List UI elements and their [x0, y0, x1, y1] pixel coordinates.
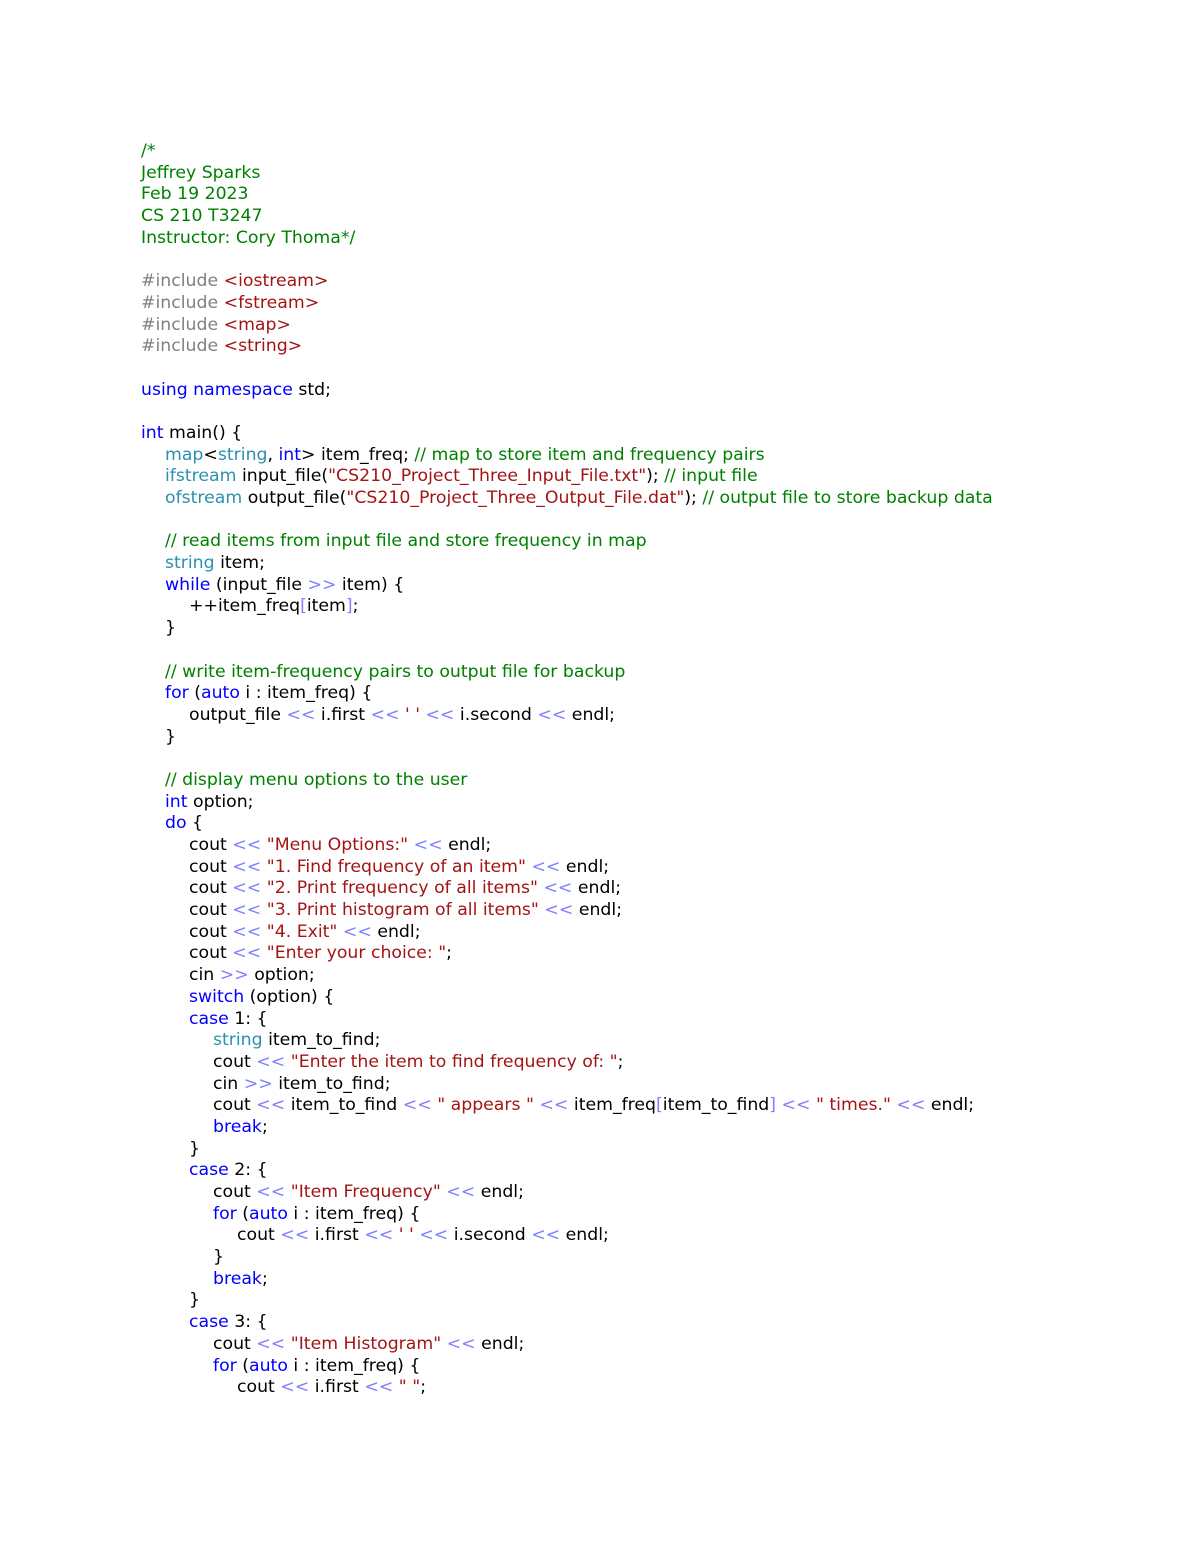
code-token-operator: ]: [769, 1095, 776, 1116]
code-token-operator: <<: [232, 943, 262, 964]
code-line: [141, 943, 1141, 965]
code-token-plain: option;: [248, 965, 315, 986]
code-token-plain: }: [189, 1290, 200, 1311]
code-token-operator: <<: [232, 878, 262, 899]
code-line: [141, 1160, 1141, 1182]
code-token-plain: endl;: [573, 900, 623, 921]
code-line: [141, 1334, 1141, 1356]
code-token-plain: i.second: [454, 704, 538, 725]
code-line: [141, 249, 1141, 271]
code-token-plain: item_to_find;: [272, 1073, 391, 1094]
code-token-operator: <<: [531, 1225, 561, 1246]
code-token-plain: std;: [292, 379, 331, 400]
code-line: [141, 1204, 1141, 1226]
code-token-plain: (: [236, 1203, 250, 1224]
code-token-string: "2. Print frequency of all items": [266, 878, 538, 899]
code-token-preprocessor: #include: [141, 314, 224, 335]
code-line: [141, 727, 1141, 749]
code-line: [141, 1312, 1141, 1334]
code-line: [141, 770, 1141, 792]
code-line: [141, 1377, 1141, 1399]
code-token-plain: );: [684, 488, 703, 508]
code-line: [141, 1074, 1141, 1096]
code-token-keyword: for: [213, 1355, 237, 1376]
code-token-plain: (: [188, 683, 202, 704]
code-line: [141, 596, 1141, 618]
code-token-plain: 3: {: [228, 1312, 268, 1333]
code-token-string: "CS210_Project_Three_Input_File.txt": [328, 466, 647, 487]
code-token-plain: }: [165, 726, 176, 747]
code-token-string: " appears ": [437, 1095, 534, 1116]
code-token-plain: cout: [213, 1051, 257, 1072]
code-token-comment: Jeffrey Sparks: [141, 162, 261, 183]
code-token-comment: CS 210 T3247: [141, 206, 263, 227]
code-line: [141, 813, 1141, 835]
code-token-operator: <<: [446, 1182, 476, 1202]
code-token-comment: // input file: [664, 466, 758, 487]
code-token-keyword: using namespace: [141, 379, 293, 400]
code-token-keyword: case: [189, 1008, 229, 1029]
code-token-keyword: while: [165, 574, 211, 595]
code-token-type: string: [217, 444, 268, 465]
code-line: [141, 510, 1141, 532]
code-line: [141, 271, 1141, 293]
code-line: [141, 618, 1141, 640]
code-token-operator: ]: [345, 596, 353, 617]
code-token-operator: >>: [307, 574, 337, 595]
code-line: [141, 466, 1141, 488]
code-token-plain: {: [186, 813, 204, 834]
code-token-operator: <<: [539, 1095, 569, 1116]
code-token-plain: i : item_freq) {: [239, 683, 373, 704]
code-token-operator: <<: [342, 921, 372, 942]
code-token-operator: <<: [370, 704, 400, 725]
code-line: [141, 662, 1141, 684]
code-token-plain: i.first: [315, 704, 371, 725]
code-token-operator: <<: [419, 1225, 449, 1246]
code-line: [141, 1225, 1141, 1247]
code-token-plain: ;: [261, 1268, 268, 1289]
code-token-plain: cout: [189, 900, 233, 921]
code-token-operator: <<: [256, 1051, 286, 1072]
code-token-plain: }: [213, 1247, 224, 1268]
code-token-plain: ,: [267, 444, 279, 465]
code-line: [141, 184, 1141, 206]
code-line: [141, 228, 1141, 250]
code-token-operator: <<: [402, 1095, 432, 1116]
code-token-operator: <<: [364, 1377, 394, 1398]
code-token-comment: // output file to store backup data: [702, 488, 993, 508]
code-token-plain: item) {: [336, 574, 405, 595]
code-token-string: <string>: [223, 336, 303, 357]
code-token-operator: <<: [232, 900, 262, 921]
code-line: [141, 1052, 1141, 1074]
code-line: [141, 857, 1141, 879]
code-token-plain: output_file(: [242, 488, 347, 508]
code-token-operator: <<: [896, 1095, 926, 1116]
code-token-keyword: auto: [249, 1355, 288, 1376]
code-line: [141, 1247, 1141, 1269]
code-token-comment: // display menu options to the user: [165, 769, 468, 790]
code-token-operator: [: [656, 1095, 663, 1116]
code-line: [141, 163, 1141, 185]
code-line: [141, 922, 1141, 944]
code-token-keyword: break: [213, 1116, 262, 1137]
code-token-plain: cout: [213, 1333, 257, 1354]
code-token-keyword: for: [165, 683, 189, 704]
code-token-plain: }: [189, 1138, 200, 1159]
code-token-comment: // write item-frequency pairs to output file for backup: [165, 661, 626, 682]
code-token-keyword: int: [165, 791, 188, 812]
code-token-plain: endl;: [475, 1182, 524, 1202]
code-token-plain: cout: [189, 943, 233, 964]
code-token-comment: // read items from input file and store frequency in map: [165, 531, 647, 552]
code-token-plain: i.first: [309, 1225, 365, 1246]
code-token-operator: <<: [286, 704, 316, 725]
code-line: [141, 1009, 1141, 1031]
code-token-string: " times.": [815, 1095, 891, 1116]
code-line: [141, 401, 1141, 423]
code-token-string: "Item Frequency": [290, 1182, 441, 1202]
code-token-operator: <<: [544, 900, 574, 921]
code-token-operator: <<: [256, 1333, 286, 1354]
code-token-plain: cin: [189, 965, 220, 986]
code-line: [141, 987, 1141, 1009]
code-line: [141, 1269, 1141, 1291]
code-token-plain: item_to_find;: [262, 1030, 381, 1051]
code-token-operator: <<: [280, 1225, 310, 1246]
code-line: [141, 293, 1141, 315]
code-token-plain: cin: [213, 1073, 244, 1094]
code-token-string: "1. Find frequency of an item": [266, 856, 526, 877]
code-token-plain: item_to_find: [662, 1095, 770, 1116]
code-line: [141, 531, 1141, 553]
code-token-comment: // map to store item and frequency pairs: [414, 444, 765, 465]
code-token-type: string: [165, 553, 215, 574]
code-line: [141, 423, 1141, 445]
code-token-plain: > item_freq;: [301, 444, 415, 465]
code-token-preprocessor: #include: [141, 271, 224, 292]
code-token-type: string: [213, 1030, 263, 1051]
code-token-string: ' ': [398, 1225, 414, 1246]
code-token-operator: <<: [531, 856, 561, 877]
code-token-plain: ;: [617, 1051, 624, 1072]
code-token-string: " ": [398, 1377, 421, 1398]
code-token-operator: <<: [256, 1182, 286, 1202]
code-line: [141, 1095, 1141, 1117]
code-token-plain: item_freq: [568, 1095, 657, 1116]
code-token-type: ifstream: [165, 466, 237, 487]
code-line: [141, 792, 1141, 814]
code-line: [141, 1356, 1141, 1378]
code-token-plain: cout: [189, 921, 233, 942]
code-token-plain: i : item_freq) {: [287, 1203, 421, 1224]
code-token-keyword: auto: [201, 683, 240, 704]
code-token-plain: (option) {: [244, 986, 335, 1007]
code-token-operator: <<: [446, 1333, 476, 1354]
code-token-plain: cout: [237, 1377, 281, 1398]
code-token-plain: main() {: [163, 422, 243, 443]
code-token-string: "CS210_Project_Three_Output_File.dat": [346, 488, 685, 508]
code-token-plain: ;: [420, 1377, 427, 1398]
code-token-keyword: do: [165, 813, 187, 834]
code-line: [141, 358, 1141, 380]
code-token-plain: ;: [352, 596, 359, 617]
code-token-plain: endl;: [925, 1095, 975, 1116]
code-token-plain: }: [165, 618, 176, 639]
code-token-keyword: break: [213, 1268, 262, 1289]
code-token-operator: <<: [256, 1095, 286, 1116]
code-token-keyword: auto: [249, 1203, 288, 1224]
code-token-plain: i : item_freq) {: [287, 1355, 421, 1376]
code-token-string: "Enter your choice: ": [266, 943, 447, 964]
code-token-string: <iostream>: [223, 271, 329, 292]
code-token-plain: cout: [213, 1182, 257, 1202]
code-line: [141, 380, 1141, 402]
code-line: [141, 1182, 1141, 1204]
code-listing: [141, 141, 1141, 1399]
code-token-operator: <<: [232, 856, 262, 877]
code-line: [141, 141, 1141, 163]
code-token-type: ofstream: [165, 488, 243, 508]
code-token-plain: input_file(: [236, 466, 329, 487]
code-token-plain: ;: [446, 943, 452, 964]
code-token-string: <fstream>: [223, 292, 320, 313]
code-token-comment: Instructor: Cory Thoma*/: [141, 227, 356, 248]
code-line: [141, 445, 1141, 467]
code-token-plain: i.first: [309, 1377, 365, 1398]
code-token-plain: option;: [187, 791, 254, 812]
code-token-keyword: int: [278, 444, 302, 465]
code-line: [141, 683, 1141, 705]
code-line: [141, 900, 1141, 922]
code-token-plain: output_file: [189, 704, 287, 725]
code-line: [141, 705, 1141, 727]
code-token-keyword: for: [213, 1203, 237, 1224]
code-token-comment: /*: [141, 141, 156, 161]
code-line: [141, 553, 1141, 575]
code-token-keyword: switch: [189, 986, 245, 1007]
code-line: [141, 206, 1141, 228]
code-token-string: "Menu Options:": [266, 835, 409, 855]
code-token-plain: item;: [214, 553, 265, 574]
code-token-string: ' ': [404, 704, 420, 725]
code-line: [141, 748, 1141, 770]
code-token-plain: cout: [189, 835, 233, 855]
code-token-plain: endl;: [560, 1225, 609, 1246]
code-token-plain: <: [203, 444, 218, 465]
code-token-plain: (input_file: [210, 574, 308, 595]
code-token-keyword: int: [141, 422, 164, 443]
code-token-plain: endl;: [572, 878, 622, 899]
code-token-type: map: [165, 444, 204, 465]
code-token-plain: endl;: [371, 921, 421, 942]
code-line: [141, 640, 1141, 662]
code-token-string: "Enter the item to find frequency of: ": [290, 1051, 618, 1072]
code-line: [141, 1030, 1141, 1052]
code-token-plain: item_to_find: [285, 1095, 403, 1116]
code-token-plain: cout: [213, 1095, 257, 1116]
code-token-operator: >>: [219, 965, 249, 986]
code-token-plain: endl;: [566, 704, 615, 725]
code-line: [141, 1117, 1141, 1139]
code-line: [141, 336, 1141, 358]
code-token-plain: ;: [261, 1116, 268, 1137]
code-token-keyword: case: [189, 1160, 229, 1181]
code-token-plain: 2: {: [228, 1160, 268, 1181]
code-line: [141, 965, 1141, 987]
code-token-operator: <<: [232, 921, 262, 942]
code-token-string: "3. Print histogram of all items": [266, 900, 539, 921]
code-token-operator: <<: [280, 1377, 310, 1398]
code-token-operator: <<: [364, 1225, 394, 1246]
code-token-plain: cout: [189, 878, 233, 899]
code-token-operator: <<: [781, 1095, 811, 1116]
code-line: [141, 1290, 1141, 1312]
code-line: [141, 488, 1141, 510]
code-token-plain: cout: [237, 1225, 281, 1246]
code-token-plain: ++item_freq: [189, 596, 301, 617]
code-token-plain: item: [306, 596, 346, 617]
code-token-plain: endl;: [560, 856, 610, 877]
code-token-operator: <<: [425, 704, 455, 725]
code-token-string: <map>: [223, 314, 291, 335]
code-line: [141, 1139, 1141, 1161]
code-token-preprocessor: #include: [141, 292, 224, 313]
code-token-plain: (: [236, 1355, 250, 1376]
code-token-operator: <<: [413, 835, 443, 855]
code-token-preprocessor: #include: [141, 336, 224, 357]
code-line: [141, 315, 1141, 337]
code-line: [141, 835, 1141, 857]
code-token-operator: <<: [232, 835, 262, 855]
code-token-keyword: case: [189, 1312, 229, 1333]
code-token-plain: i.second: [448, 1225, 532, 1246]
code-token-operator: <<: [537, 704, 567, 725]
code-token-plain: cout: [189, 856, 233, 877]
code-token-operator: [: [300, 596, 307, 617]
code-token-operator: >>: [243, 1073, 273, 1094]
code-token-plain: 1: {: [228, 1008, 268, 1029]
code-token-plain: endl;: [475, 1333, 525, 1354]
code-token-string: "4. Exit": [266, 921, 338, 942]
code-token-plain: );: [646, 466, 665, 487]
code-line: [141, 878, 1141, 900]
code-token-plain: endl;: [442, 835, 492, 855]
code-token-operator: <<: [543, 878, 573, 899]
code-token-string: "Item Histogram": [290, 1333, 442, 1354]
code-token-comment: Feb 19 2023: [141, 184, 249, 205]
code-line: [141, 575, 1141, 597]
